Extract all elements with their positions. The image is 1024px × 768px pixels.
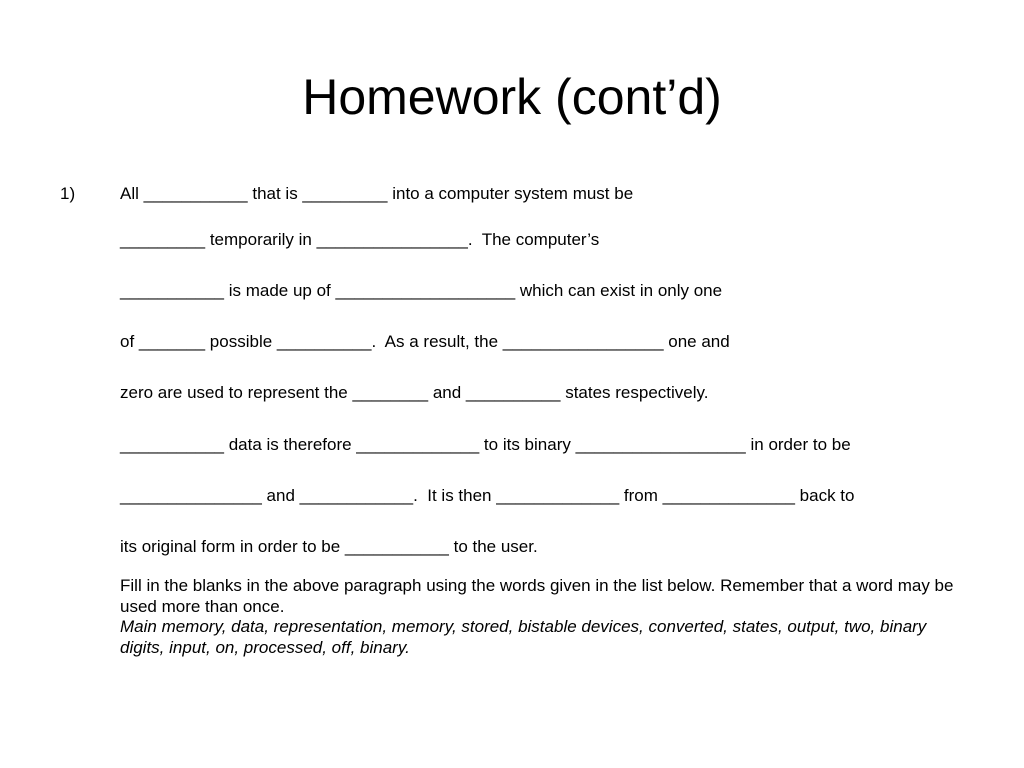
paragraph-line-2: _________ temporarily in ________________. The computer’s (120, 230, 600, 249)
paragraph-line-5: zero are used to represent the ________ and __________ states respectively. (120, 383, 709, 402)
item-number: 1) (60, 184, 76, 203)
paragraph-line-7: _______________ and ____________. It is then _____________ from ______________ back to (120, 486, 855, 505)
paragraph-line-6: ___________ data is therefore _____________ to its binary __________________ in order to be (120, 435, 851, 454)
instructions-text: Fill in the blanks in the above paragraph using the words given in the list below. Remember that a word may be used more than once. (120, 576, 954, 616)
instructions-block (120, 576, 970, 658)
word-list: Main memory, data, representation, memory, stored, bistable devices, converted, states, output, two, binary digits, input, on, processed, off, binary. (120, 617, 927, 657)
slide-title: Homework (cont’d) (302, 69, 722, 125)
paragraph-line-8: its original form in order to be ___________ to the user. (120, 537, 538, 556)
paragraph-line-1: All ___________ that is _________ into a computer system must be (120, 184, 634, 203)
paragraph-line-3: ___________ is made up of ___________________ which can exist in only one (120, 281, 723, 300)
paragraph-line-4: of _______ possible __________. As a result, the _________________ one and (120, 332, 730, 351)
